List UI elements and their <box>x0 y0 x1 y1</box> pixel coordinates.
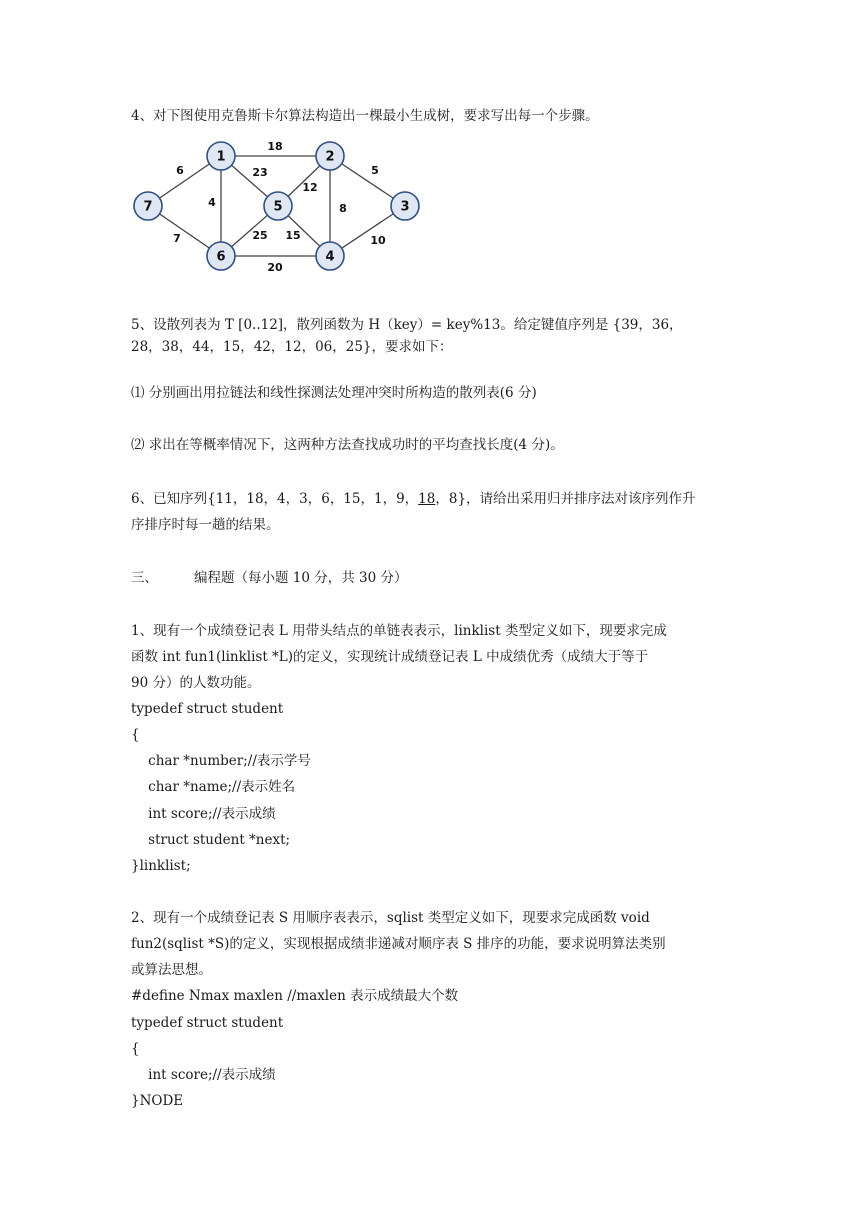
question-4: 4、对下图使用克鲁斯卡尔算法构造出一棵最小生成树，要求写出每一个步骤。 <box>131 108 599 124</box>
q6-text-a: 6、已知序列{11，18，4，3，6，15，1，9， <box>131 491 419 507</box>
program-2-code-line: }NODE <box>131 1093 184 1109</box>
edge-weight-5-6: 25 <box>252 229 268 242</box>
edge-weight-2-4: 8 <box>339 202 347 215</box>
program-1-code-line: int score;//表示成绩 <box>131 806 276 822</box>
question-5-line-1: 5、设散列表为 T [0..12]，散列函数为 H（key）= key%13。给定键值序列是 {39，36， <box>131 317 683 333</box>
program-1-code-line: char *number;//表示学号 <box>131 753 311 769</box>
program-2-line-2: fun2(sqlist *S)的定义，实现根据成绩非递减对顺序表 S 排序的功能，要求说明算法类别 <box>131 936 666 952</box>
question-5-part-2: ⑵ 求出在等概率情况下，这两种方法查找成功时的平均查找长度(4 分)。 <box>131 437 564 453</box>
edge-weight-2-3: 5 <box>371 164 379 177</box>
edge-weight-1-5: 23 <box>252 166 268 179</box>
graph-node-label-5: 5 <box>273 199 283 215</box>
program-2-code-line: int score;//表示成绩 <box>131 1067 276 1083</box>
graph-node-label-6: 6 <box>216 249 226 265</box>
program-2-code-line: #define Nmax maxlen //maxlen 表示成绩最大个数 <box>131 988 459 1004</box>
question-5-part-1: ⑴ 分别画出用拉链法和线性探测法处理冲突时所构造的散列表(6 分) <box>131 385 537 401</box>
section-3-heading <box>131 569 408 587</box>
program-1-code-line: }linklist; <box>131 858 191 874</box>
edge-weight-6-4: 20 <box>267 261 283 274</box>
edge-weight-5-4: 15 <box>285 229 301 242</box>
graph-node-label-7: 7 <box>143 199 153 215</box>
program-1-code-line: struct student *next; <box>131 832 291 848</box>
program-1-line-1: 1、现有一个成绩登记表 L 用带头结点的单链表表示，linklist 类型定义如下，现要求完成 <box>131 623 667 639</box>
edge-weight-1-2: 18 <box>267 140 283 153</box>
program-1-code-line: { <box>131 727 140 743</box>
question-5-line-2: 28，38，44，15，42，12，06，25}，要求如下： <box>131 339 453 355</box>
program-2-code-line: typedef struct student <box>131 1015 284 1031</box>
section-3-number: 三、 <box>131 570 158 586</box>
edge-weight-1-7: 6 <box>176 164 184 177</box>
program-2-line-3: 或算法思想。 <box>131 962 212 978</box>
question-6-line-1 <box>131 490 696 508</box>
graph-node-label-4: 4 <box>325 249 335 265</box>
edge-weight-1-6: 4 <box>208 196 216 209</box>
graph-node-label-3: 3 <box>400 199 410 215</box>
graph-node-label-1: 1 <box>216 149 226 165</box>
q6-underlined-value: 18 <box>418 491 436 507</box>
edge-weight-3-4: 10 <box>370 234 386 247</box>
edge-weight-2-5: 12 <box>302 181 318 194</box>
program-1-line-3: 90 分）的人数功能。 <box>131 675 261 691</box>
program-1-code-line: typedef struct student <box>131 701 284 717</box>
section-3-title: 编程题（每小题 10 分，共 30 分） <box>194 570 408 586</box>
edge-weight-7-6: 7 <box>173 232 181 245</box>
program-2-line-1: 2、现有一个成绩登记表 S 用顺序表表示，sqlist 类型定义如下，现要求完成函数 void <box>131 910 650 926</box>
program-1-code-line: char *name;//表示姓名 <box>131 779 296 795</box>
program-2-code-line: { <box>131 1041 140 1057</box>
q6-text-b: ，8}，请给出采用归并排序法对该序列作升 <box>435 491 696 507</box>
graph-node-label-2: 2 <box>325 149 335 165</box>
question-6-line-2: 序排序时每一趟的结果。 <box>131 517 280 533</box>
program-1-line-2: 函数 int fun1(linklist *L)的定义，实现统计成绩登记表 L 中成绩优秀（成绩大于等于 <box>131 649 649 665</box>
graph-diagram <box>126 136 436 276</box>
